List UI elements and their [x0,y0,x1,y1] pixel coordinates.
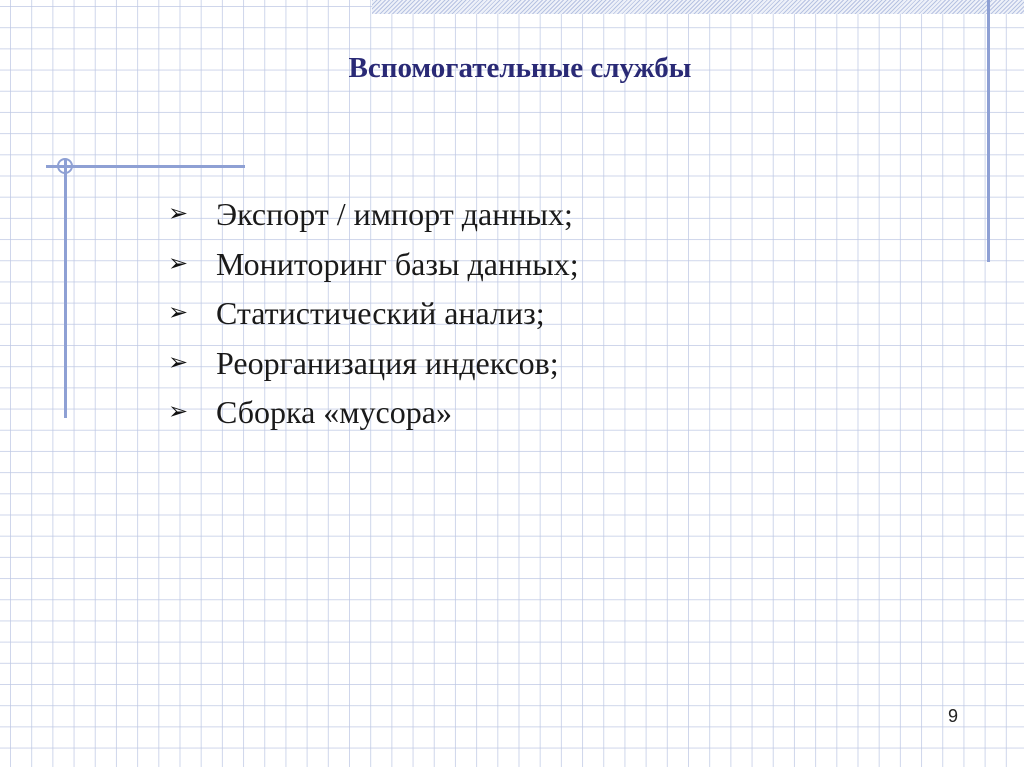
decorative-left-horizontal-line [46,165,245,168]
bullet-text: Экспорт / импорт данных; [216,196,573,233]
bullet-list [168,190,579,438]
arrow-bullet-icon: ➢ [168,300,189,327]
bullet-text: Статистический анализ; [216,295,545,332]
decorative-top-strip [372,0,1024,14]
list-item [168,289,579,339]
list-item [168,388,579,438]
list-item [168,190,579,240]
arrow-bullet-icon: ➢ [168,399,189,426]
arrow-bullet-icon: ➢ [168,250,189,277]
arrow-bullet-icon: ➢ [168,349,189,376]
bullet-text: Мониторинг базы данных; [216,245,579,282]
decorative-corner-ring [57,158,73,174]
slide-title: Вспомогательные службы [348,52,692,84]
page-number: 9 [948,706,959,726]
list-item [168,339,579,389]
list-item [168,240,579,290]
bullet-text: Сборка «мусора» [216,394,452,431]
decorative-right-line [987,0,990,262]
bullet-text: Реорганизация индексов; [216,344,559,381]
decorative-left-vertical-line [64,160,67,418]
arrow-bullet-icon: ➢ [168,201,189,228]
